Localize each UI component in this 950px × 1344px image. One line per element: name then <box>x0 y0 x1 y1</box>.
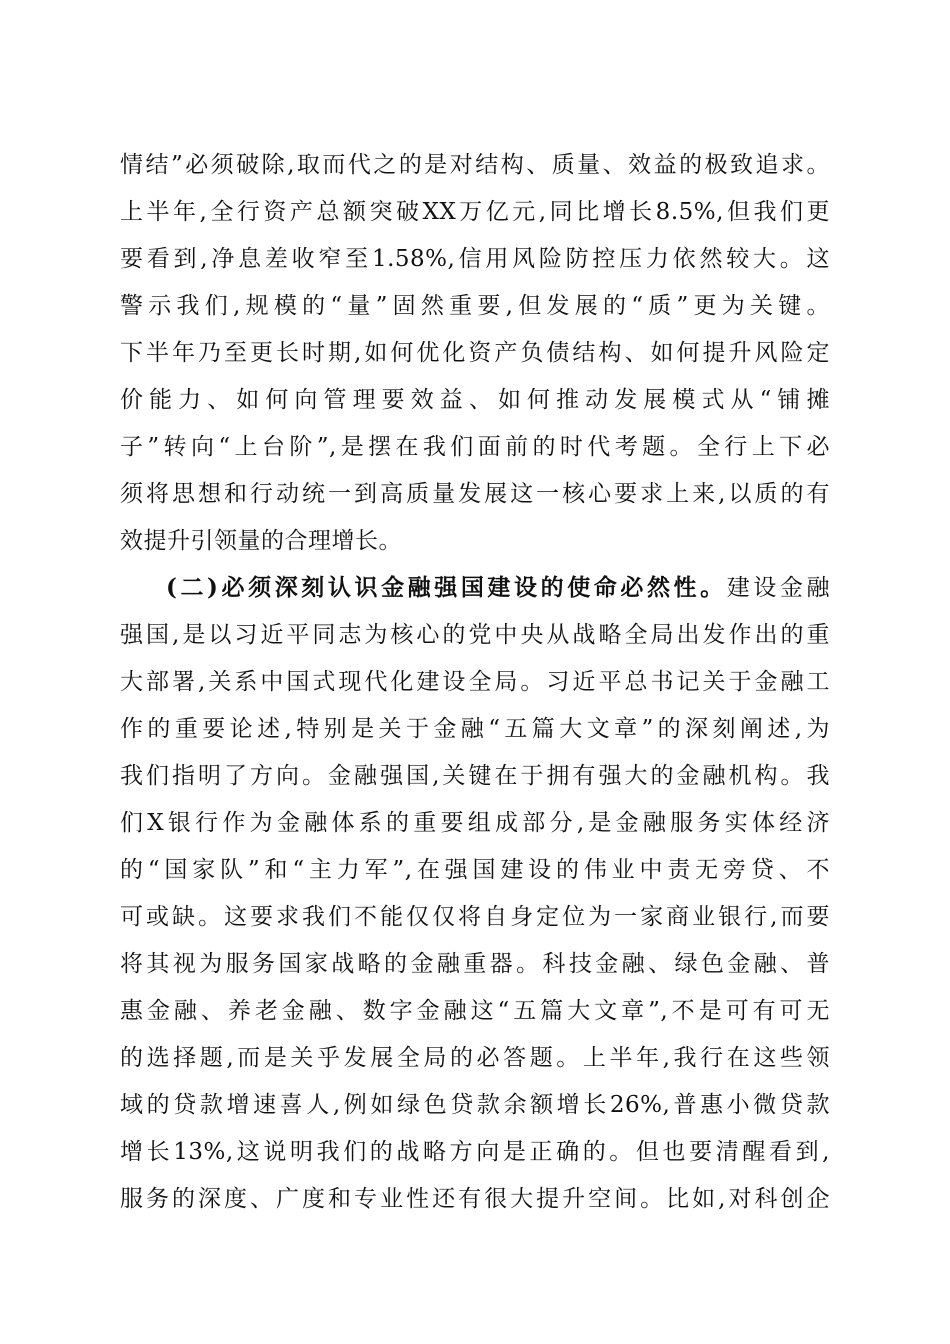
text-line: 可或缺。这要求我们不能仅仅将自身定位为一家商业银行,而要 <box>120 904 830 930</box>
section-heading-rest: 建设金融 <box>726 575 830 601</box>
text-line: 的选择题,而是关乎发展全局的必答题。上半年,我行在这些领 <box>120 1045 830 1071</box>
text-line: 增长13%,这说明我们的战略方向是正确的。但也要清醒看到, <box>120 1139 830 1165</box>
section-heading-line <box>166 568 830 608</box>
text-line: 将其视为服务国家战略的金融重器。科技金融、绿色金融、普 <box>120 951 830 977</box>
text-line: 情结”必须破除,取而代之的是对结构、质量、效益的极致追求。 <box>120 152 830 178</box>
text-line: 作的重要论述,特别是关于金融“五篇大文章”的深刻阐述,为 <box>120 716 830 742</box>
text-line: 域的贷款增速喜人,例如绿色贷款余额增长26%,普惠小微贷款 <box>120 1092 830 1118</box>
text-line: 我们指明了方向。金融强国,关键在于拥有强大的金融机构。我 <box>120 763 830 789</box>
text-line: 强国,是以习近平同志为核心的党中央从战略全局出发作出的重 <box>120 622 830 648</box>
text-line: 须将思想和行动统一到高质量发展这一核心要求上来,以质的有 <box>120 481 830 507</box>
text-line: 要看到,净息差收窄至1.58%,信用风险防控压力依然较大。这 <box>120 246 830 272</box>
text-line: 大部署,关系中国式现代化建设全局。习近平总书记关于金融工 <box>120 669 830 695</box>
text-line: 们X银行作为金融体系的重要组成部分,是金融服务实体经济 <box>120 810 830 836</box>
text-line: 子”转向“上台阶”,是摆在我们面前的时代考题。全行上下必 <box>120 434 830 460</box>
text-line: 上半年,全行资产总额突破XX万亿元,同比增长8.5%,但我们更 <box>120 199 830 225</box>
section-heading: (二)必须深刻认识金融强国建设的使命必然性。 <box>166 574 727 601</box>
text-line: 警示我们,规模的“量”固然重要,但发展的“质”更为关键。 <box>120 293 830 319</box>
text-line: 服务的深度、广度和专业性还有很大提升空间。比如,对科创企 <box>120 1186 830 1212</box>
text-line: 惠金融、养老金融、数字金融这“五篇大文章”,不是可有可无 <box>120 998 830 1024</box>
text-line: 效提升引领量的合理增长。 <box>120 528 402 554</box>
text-line: 价能力、如何向管理要效益、如何推动发展模式从“铺摊 <box>120 387 830 413</box>
text-line: 的“国家队”和“主力军”,在强国建设的伟业中责无旁贷、不 <box>120 857 830 883</box>
text-line: 下半年乃至更长时期,如何优化资产负债结构、如何提升风险定 <box>120 340 830 366</box>
